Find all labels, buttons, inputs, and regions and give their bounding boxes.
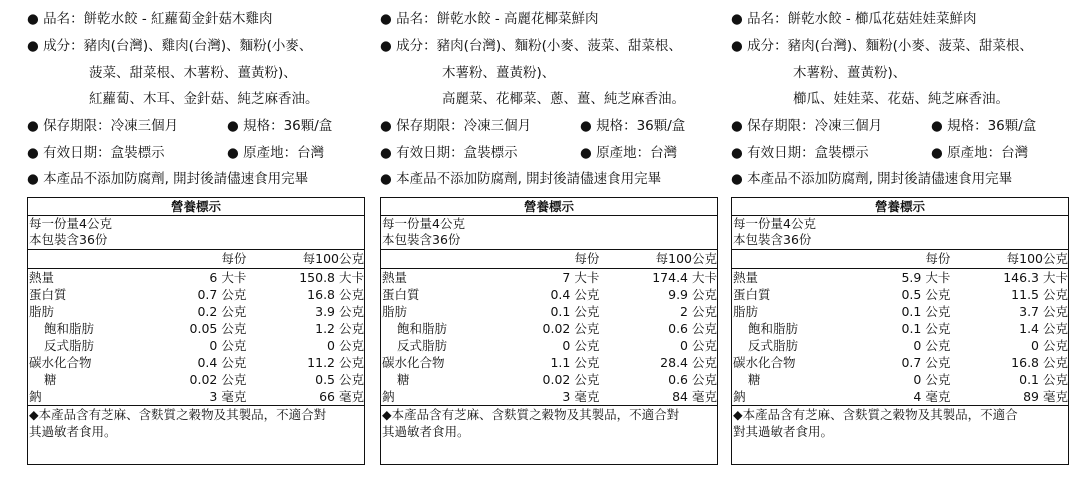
value-per-serving: 0.7 公克 (197, 287, 247, 302)
nutrient-name: 反式脂肪 (44, 338, 95, 353)
nutrition-rows (381, 269, 717, 406)
ingredients-line-3: 櫛瓜、娃娃菜、花菇、純芝麻香油。 (793, 91, 1009, 107)
value-per-serving: 4 毫克 (913, 389, 951, 404)
servings-per-package: 本包裝含36份 (733, 232, 812, 247)
nutrition-header-row (732, 250, 1068, 269)
product-label-3 (731, 0, 1071, 439)
allergen-note (732, 406, 1068, 440)
nutrition-row-trans-fat (381, 337, 717, 354)
nutrient-name: 碳水化合物 (382, 355, 445, 370)
serving-size: 每一份量4公克 (733, 216, 816, 231)
nutrition-row-protein (732, 286, 1068, 303)
nutrition-row-trans-fat (28, 337, 364, 354)
nutrition-row-energy (732, 269, 1068, 286)
nutrient-name: 鈉 (733, 389, 746, 404)
header-per-serving: 每份 (574, 251, 600, 266)
nutrition-title: 營養標示 (732, 198, 1068, 216)
nutrition-title: 營養標示 (381, 198, 717, 216)
nutrition-rows (28, 269, 364, 406)
nutrition-row-carbohydrate (381, 354, 717, 371)
nutrient-name: 反式脂肪 (748, 338, 799, 353)
nutrition-row-carbohydrate (28, 354, 364, 371)
value-per-100g: 1.2 公克 (315, 321, 364, 336)
nutrition-row-protein (28, 286, 364, 303)
product-name: ● 品名：餅乾水餃 - 櫛瓜花菇娃娃菜鮮肉 (731, 11, 977, 27)
value-per-serving: 0 公克 (913, 338, 951, 353)
value-per-100g: 0.1 公克 (1019, 372, 1068, 387)
nutrient-name: 糖 (44, 372, 57, 387)
value-per-100g: 0 公克 (327, 338, 364, 353)
servings-per-package: 本包裝含36份 (29, 232, 108, 247)
ingredients-line-2: 木薯粉、薑黃粉)、 (442, 65, 556, 81)
value-per-serving: 0 公克 (913, 372, 951, 387)
package-spec: ● 規格：36顆/盒 (580, 118, 686, 134)
value-per-serving: 0.5 公克 (901, 287, 951, 302)
nutrition-table (731, 197, 1069, 465)
nutrient-name: 反式脂肪 (397, 338, 448, 353)
value-per-100g: 16.8 公克 (1011, 355, 1068, 370)
value-per-serving: 0.1 公克 (901, 321, 951, 336)
value-per-100g: 89 毫克 (1023, 389, 1068, 404)
value-per-100g: 66 毫克 (319, 389, 364, 404)
nutrition-row-trans-fat (732, 337, 1068, 354)
value-per-serving: 7 大卡 (562, 270, 600, 285)
nutrient-name: 碳水化合物 (29, 355, 92, 370)
nutrient-name: 熱量 (382, 270, 408, 285)
header-per-serving: 每份 (221, 251, 247, 266)
expiry-date: ● 有效日期：盒裝標示 (380, 145, 518, 161)
shelf-life: ● 保存期限：冷凍三個月 (27, 118, 179, 134)
value-per-serving: 3 毫克 (562, 389, 600, 404)
allergen-note-line-2: 其過敏者食用。 (382, 424, 470, 439)
expiry-date: ● 有效日期：盒裝標示 (731, 145, 869, 161)
shelf-life: ● 保存期限：冷凍三個月 (731, 118, 883, 134)
serving-info (381, 216, 717, 250)
product-info (380, 0, 720, 193)
nutrition-row-sodium (732, 388, 1068, 405)
value-per-100g: 16.8 公克 (307, 287, 364, 302)
preservative-notice: ● 本產品不添加防腐劑, 開封後請儘速食用完畢 (731, 171, 1013, 187)
nutrition-row-energy (28, 269, 364, 286)
value-per-serving: 0.02 公克 (542, 321, 600, 336)
value-per-serving: 0.4 公克 (550, 287, 600, 302)
value-per-100g: 0 公克 (680, 338, 717, 353)
value-per-100g: 0.5 公克 (315, 372, 364, 387)
value-per-serving: 0.1 公克 (901, 304, 951, 319)
value-per-100g: 146.3 大卡 (1003, 270, 1068, 285)
value-per-serving: 3 毫克 (209, 389, 247, 404)
value-per-100g: 0.6 公克 (668, 372, 717, 387)
origin: ● 原產地：台灣 (227, 145, 325, 161)
nutrient-name: 飽和脂肪 (748, 321, 799, 336)
nutrient-name: 蛋白質 (29, 287, 67, 302)
nutrient-name: 糖 (397, 372, 410, 387)
product-name: ● 品名：餅乾水餃 - 紅蘿蔔金針菇木雞肉 (27, 11, 273, 27)
header-per-100g: 每100公克 (1006, 251, 1068, 266)
serving-size: 每一份量4公克 (382, 216, 465, 231)
nutrient-name: 脂肪 (382, 304, 408, 319)
value-per-serving: 5.9 大卡 (901, 270, 951, 285)
nutrient-name: 熱量 (29, 270, 55, 285)
value-per-serving: 0.2 公克 (197, 304, 247, 319)
value-per-100g: 11.5 公克 (1011, 287, 1068, 302)
nutrient-name: 蛋白質 (382, 287, 420, 302)
value-per-100g: 11.2 公克 (307, 355, 364, 370)
allergen-note-line-1: ◆本產品含有芝麻、含麩質之穀物及其製品，不適合對 (382, 407, 680, 422)
value-per-100g: 0.6 公克 (668, 321, 717, 336)
nutrition-header-row (381, 250, 717, 269)
value-per-serving: 0.05 公克 (189, 321, 247, 336)
origin: ● 原產地：台灣 (931, 145, 1029, 161)
nutrition-row-sodium (381, 388, 717, 405)
value-per-100g: 84 毫克 (672, 389, 717, 404)
nutrition-row-sodium (28, 388, 364, 405)
preservative-notice: ● 本產品不添加防腐劑, 開封後請儘速食用完畢 (27, 171, 309, 187)
nutrition-row-carbohydrate (732, 354, 1068, 371)
value-per-100g: 28.4 公克 (660, 355, 717, 370)
value-per-serving: 0 公克 (209, 338, 247, 353)
allergen-note-line-1: ◆本產品含有芝麻、含麩質之穀物及其製品，不適合 (733, 407, 1018, 422)
value-per-serving: 0.02 公克 (189, 372, 247, 387)
nutrition-row-fat (381, 303, 717, 320)
value-per-serving: 6 大卡 (209, 270, 247, 285)
product-info (27, 0, 367, 193)
nutrition-row-saturated-fat (732, 320, 1068, 337)
serving-size: 每一份量4公克 (29, 216, 112, 231)
value-per-100g: 3.7 公克 (1019, 304, 1068, 319)
value-per-100g: 174.4 大卡 (652, 270, 717, 285)
servings-per-package: 本包裝含36份 (382, 232, 461, 247)
nutrition-table (380, 197, 718, 465)
value-per-100g: 150.8 大卡 (299, 270, 364, 285)
ingredients-line-2: 木薯粉、薑黃粉)、 (793, 65, 907, 81)
nutrition-rows (732, 269, 1068, 406)
nutrition-row-saturated-fat (28, 320, 364, 337)
ingredients-line-3: 紅蘿蔔、木耳、金針菇、純芝麻香油。 (89, 91, 319, 107)
nutrient-name: 鈉 (382, 389, 395, 404)
value-per-serving: 0.1 公克 (550, 304, 600, 319)
nutrition-row-energy (381, 269, 717, 286)
nutrient-name: 脂肪 (733, 304, 759, 319)
nutrition-row-sugar (381, 371, 717, 388)
serving-info (732, 216, 1068, 250)
nutrition-row-protein (381, 286, 717, 303)
expiry-date: ● 有效日期：盒裝標示 (27, 145, 165, 161)
nutrient-name: 飽和脂肪 (397, 321, 448, 336)
value-per-100g: 1.4 公克 (1019, 321, 1068, 336)
nutrient-name: 蛋白質 (733, 287, 771, 302)
header-per-100g: 每100公克 (302, 251, 364, 266)
value-per-serving: 1.1 公克 (550, 355, 600, 370)
ingredients-line-1: ● 成分：豬肉(台灣)、麵粉(小麥、菠菜、甜菜根、 (380, 38, 682, 54)
nutrition-table (27, 197, 365, 465)
value-per-100g: 2 公克 (680, 304, 717, 319)
shelf-life: ● 保存期限：冷凍三個月 (380, 118, 532, 134)
allergen-note-line-2: 其過敏者食用。 (29, 424, 117, 439)
nutrient-name: 糖 (748, 372, 761, 387)
value-per-serving: 0.7 公克 (901, 355, 951, 370)
allergen-note-line-1: ◆本產品含有芝麻、含麩質之穀物及其製品，不適合對 (29, 407, 327, 422)
ingredients-line-2: 菠菜、甜菜根、木薯粉、薑黃粉)、 (89, 65, 297, 81)
package-spec: ● 規格：36顆/盒 (227, 118, 333, 134)
header-per-serving: 每份 (925, 251, 951, 266)
ingredients-line-1: ● 成分：豬肉(台灣)、麵粉(小麥、菠菜、甜菜根、 (731, 38, 1033, 54)
ingredients-line-3: 高麗菜、花椰菜、蔥、薑、純芝麻香油。 (442, 91, 685, 107)
value-per-100g: 0 公克 (1031, 338, 1068, 353)
header-per-100g: 每100公克 (655, 251, 717, 266)
nutrition-row-fat (28, 303, 364, 320)
product-name: ● 品名：餅乾水餃 - 高麗花椰菜鮮肉 (380, 11, 599, 27)
allergen-note (381, 406, 717, 440)
product-label-1 (27, 0, 367, 439)
nutrition-row-saturated-fat (381, 320, 717, 337)
value-per-100g: 3.9 公克 (315, 304, 364, 319)
nutrient-name: 飽和脂肪 (44, 321, 95, 336)
value-per-serving: 0.02 公克 (542, 372, 600, 387)
package-spec: ● 規格：36顆/盒 (931, 118, 1037, 134)
nutrition-title: 營養標示 (28, 198, 364, 216)
nutrient-name: 鈉 (29, 389, 42, 404)
product-label-2 (380, 0, 720, 439)
value-per-serving: 0.4 公克 (197, 355, 247, 370)
allergen-note (28, 406, 364, 440)
serving-info (28, 216, 364, 250)
ingredients-line-1: ● 成分：豬肉(台灣)、雞肉(台灣)、麵粉(小麥、 (27, 38, 313, 54)
allergen-note-line-2: 對其過敏者食用。 (733, 424, 834, 439)
value-per-serving: 0 公克 (562, 338, 600, 353)
product-info (731, 0, 1071, 193)
nutrient-name: 熱量 (733, 270, 759, 285)
origin: ● 原產地：台灣 (580, 145, 678, 161)
nutrition-row-sugar (732, 371, 1068, 388)
nutrition-row-fat (732, 303, 1068, 320)
nutrient-name: 碳水化合物 (733, 355, 796, 370)
value-per-100g: 9.9 公克 (668, 287, 717, 302)
nutrition-header-row (28, 250, 364, 269)
nutrient-name: 脂肪 (29, 304, 55, 319)
nutrition-row-sugar (28, 371, 364, 388)
preservative-notice: ● 本產品不添加防腐劑, 開封後請儘速食用完畢 (380, 171, 662, 187)
